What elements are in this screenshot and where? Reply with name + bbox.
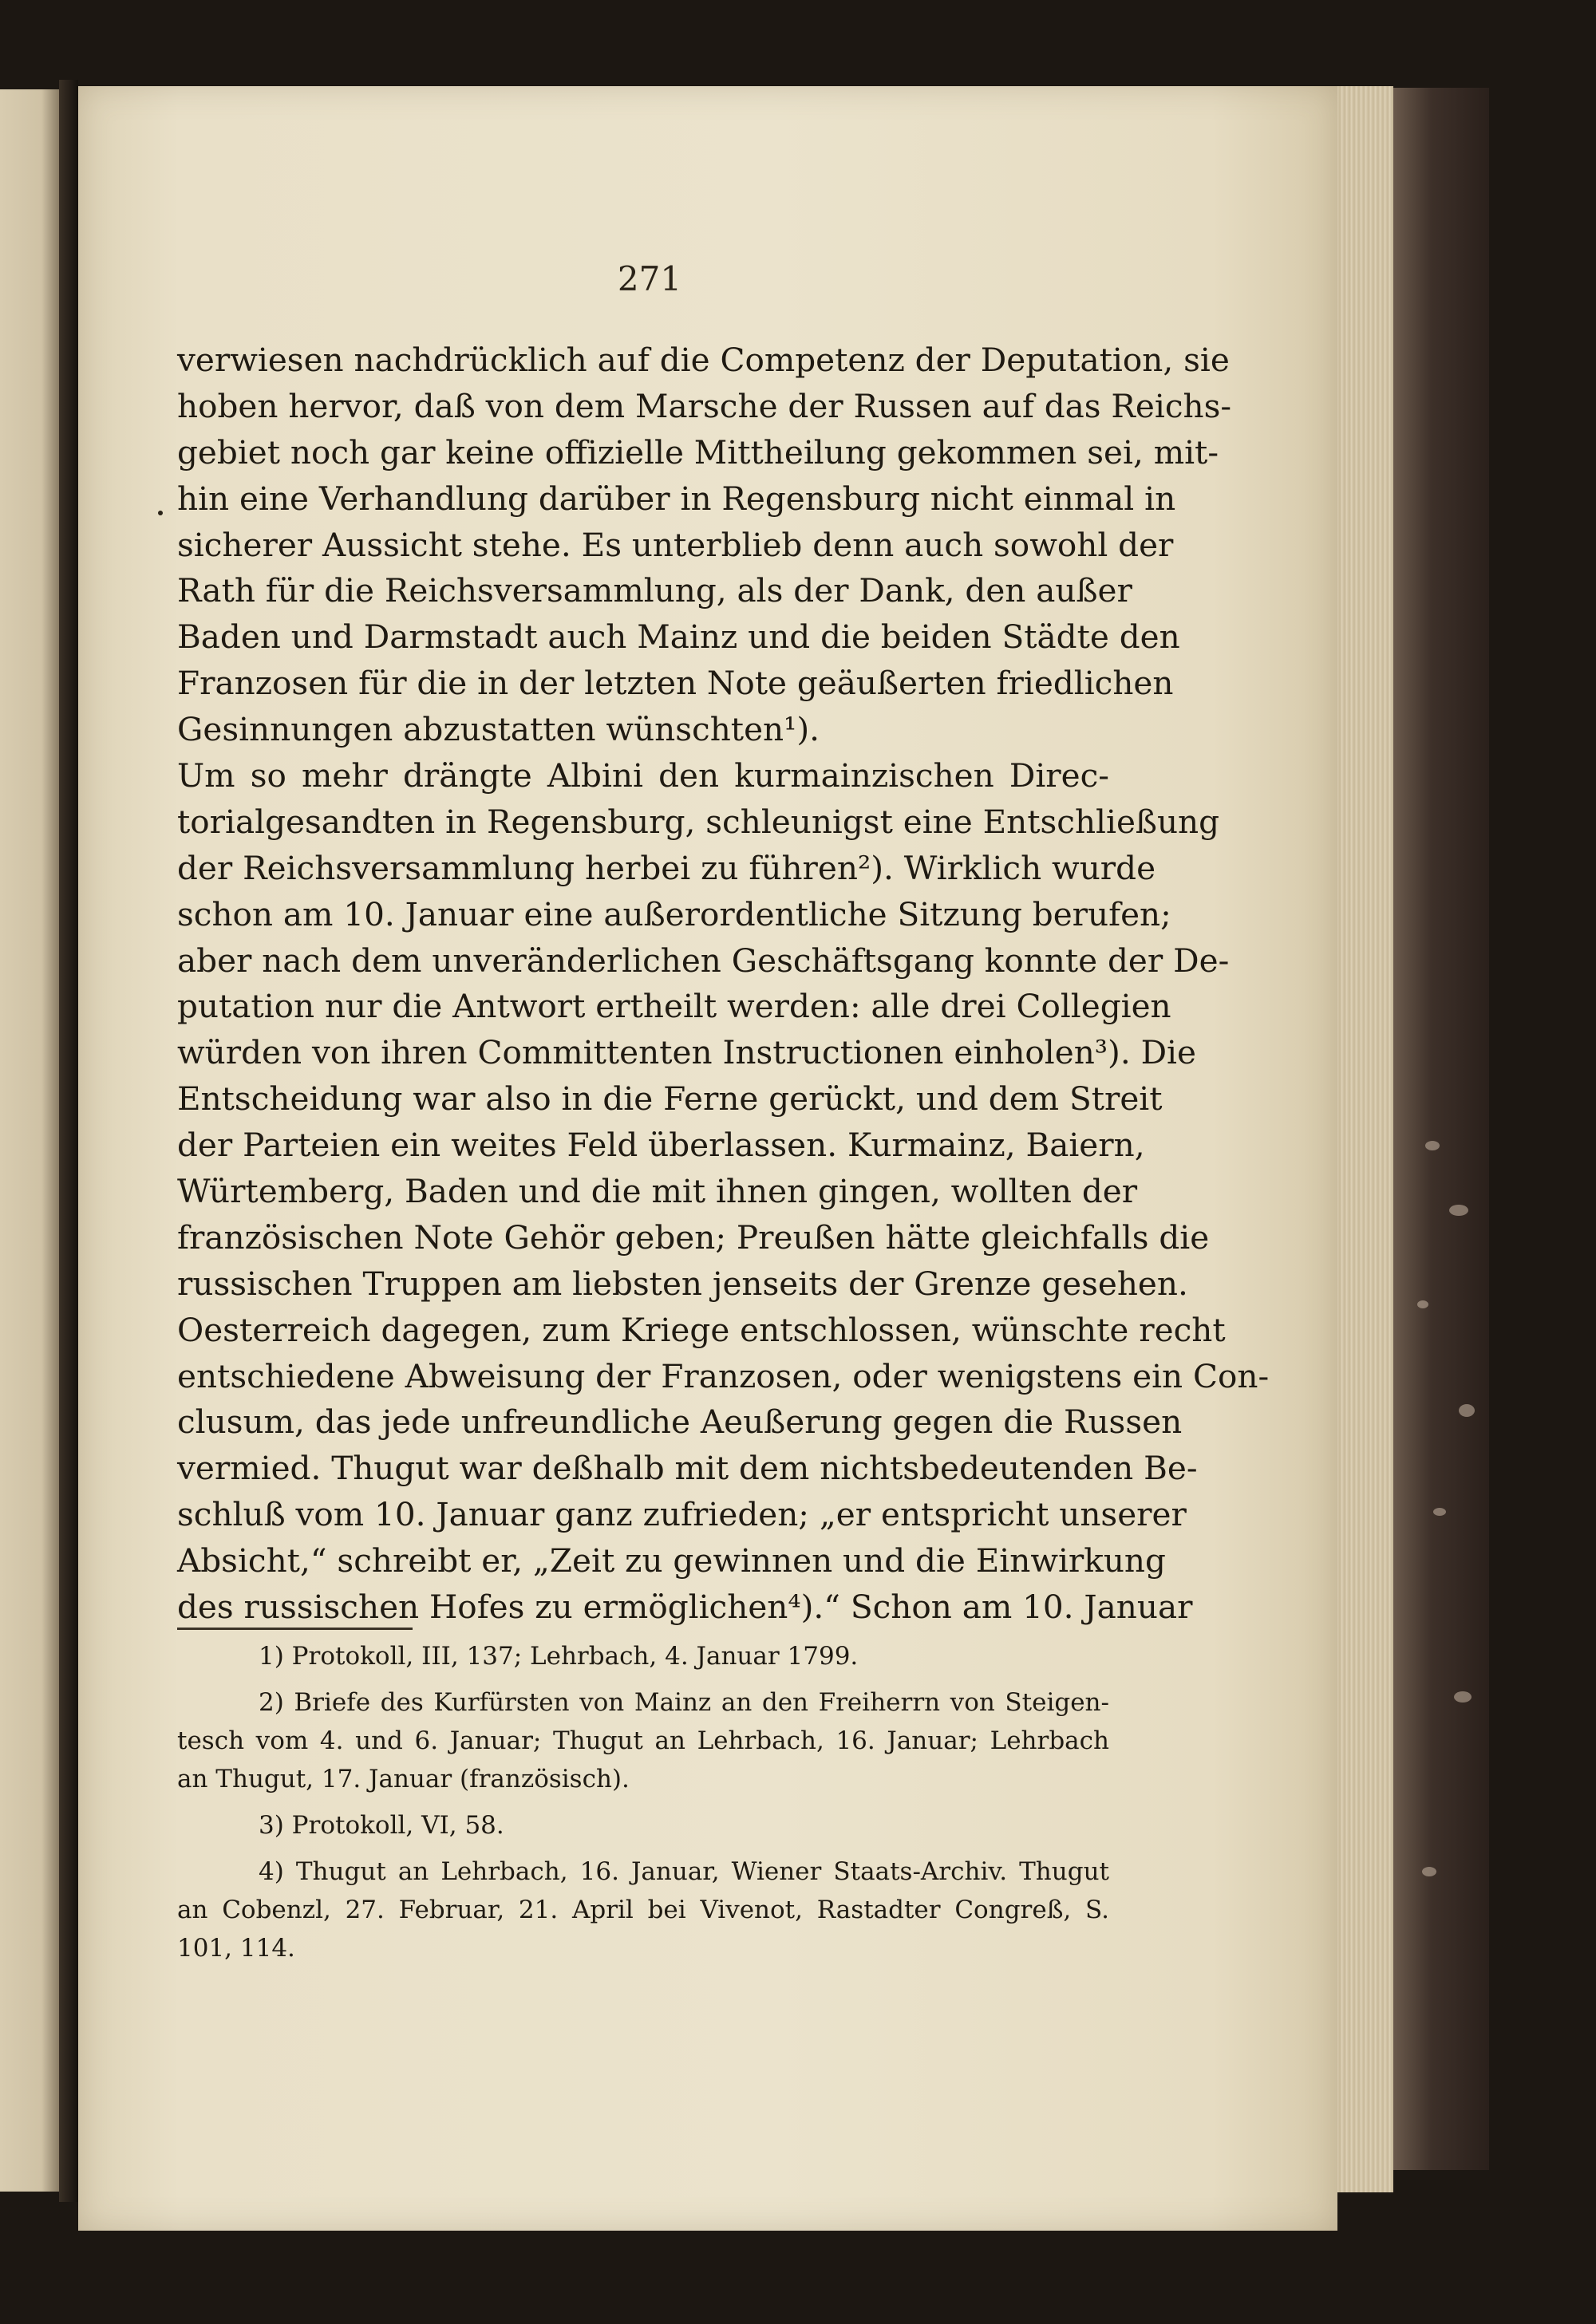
footnote-line: 2) Briefe des Kurfürsten von Mainz an den Freiherrn von Steigen- (259, 1688, 1109, 1717)
body-text (177, 337, 1270, 1631)
footnote-gap (177, 1798, 1109, 1806)
text-line: vermied. Thugut war deßhalb mit dem nichtsbedeutenden Be- (177, 1449, 1198, 1488)
facing-page-edge (0, 89, 59, 2192)
text-line: Absicht,“ schreibt er, „Zeit zu gewinnen und die Einwirkung (177, 1541, 1166, 1580)
cover-speck (1459, 1404, 1475, 1417)
book-cover-edge (1393, 88, 1489, 2170)
cover-speck (1417, 1300, 1428, 1308)
text-line: hin eine Verhandlung darüber in Regensburg nicht einmal in (177, 479, 1176, 518)
footnotes (177, 1637, 1109, 1967)
text-line: aber nach dem unveränderlichen Geschäftsgang konnte der De- (177, 941, 1230, 980)
footnote-line: an Cobenzl, 27. Februar, 21. April bei Vivenot, Rastadter Congreß, S. (177, 1896, 1109, 1924)
text-line: torialgesandten in Regensburg, schleunigst eine Entschließung (177, 802, 1220, 841)
cover-speck (1433, 1508, 1446, 1516)
text-line: Rath für die Reichsversammlung, als der Dank, den außer (177, 571, 1132, 610)
text-line: verwiesen nachdrücklich auf die Competenz der Deputation, sie (177, 341, 1230, 379)
cover-speck (1425, 1141, 1440, 1150)
text-line: hoben hervor, daß von dem Marsche der Russen auf das Reichs- (177, 386, 1232, 425)
text-line: clusum, das jede unfreundliche Aeußerung gegen die Russen (177, 1403, 1183, 1442)
footnote-rule (177, 1628, 413, 1630)
book-gutter (59, 80, 78, 2202)
text-line: des russischen Hofes zu ermöglichen⁴).“ Schon am 10. Januar (177, 1588, 1193, 1627)
text-line: entschiedene Abweisung der Franzosen, oder wenigstens ein Con- (177, 1356, 1270, 1395)
text-line: schluß vom 10. Januar ganz zufrieden; „er entspricht unserer (177, 1495, 1187, 1534)
text-line: russischen Truppen am liebsten jenseits der Grenze gesehen. (177, 1264, 1188, 1303)
footnote-line: 4) Thugut an Lehrbach, 16. Januar, Wiener Staats-Archiv. Thugut (259, 1857, 1109, 1886)
cover-speck (1449, 1205, 1468, 1216)
margin-mark (158, 511, 163, 515)
cover-speck (1422, 1867, 1436, 1876)
page-block-edges (1337, 86, 1393, 2192)
footnote-line: 101, 114. (177, 1934, 295, 1963)
text-line: putation nur die Antwort ertheilt werden: alle drei Collegien (177, 987, 1171, 1026)
text-line: Um so mehr drängte Albini den kurmainzischen Direc- (177, 756, 1109, 795)
text-line: Baden und Darmstadt auch Mainz und die beiden Städte den (177, 617, 1180, 657)
footnote-gap (177, 1845, 1109, 1852)
text-line: schon am 10. Januar eine außerordentliche Sitzung berufen; (177, 894, 1171, 933)
text-line: sicherer Aussicht stehe. Es unterblieb denn auch sowohl der (177, 525, 1174, 564)
text-line: würden von ihren Committenten Instructionen einholen³). Die (177, 1033, 1196, 1072)
text-line: Würtemberg, Baden und die mit ihnen gingen, wollten der (177, 1172, 1138, 1211)
text-line: Entscheidung war also in die Ferne gerückt, und dem Streit (177, 1079, 1163, 1119)
text-line: gebiet noch gar keine offizielle Mittheilung gekommen sei, mit- (177, 432, 1219, 472)
text-line: französischen Note Gehör geben; Preußen hätte gleichfalls die (177, 1217, 1210, 1257)
cover-speck (1454, 1691, 1472, 1703)
page-number: 271 (617, 259, 682, 298)
text-line: Oesterreich dagegen, zum Kriege entschlossen, wünschte recht (177, 1310, 1226, 1349)
footnote-line: tesch vom 4. und 6. Januar; Thugut an Lehrbach, 16. Januar; Lehrbach (177, 1726, 1109, 1755)
footnote-gap (177, 1675, 1109, 1683)
footnote-line: an Thugut, 17. Januar (französisch). (177, 1765, 630, 1793)
text-line: der Parteien ein weites Feld überlassen. Kurmainz, Baiern, (177, 1126, 1145, 1165)
text-line: der Reichsversammlung herbei zu führen²). Wirklich wurde (177, 848, 1156, 887)
text-line: Franzosen für die in der letzten Note geäußerten friedlichen (177, 664, 1174, 703)
footnote-line: 1) Protokoll, III, 137; Lehrbach, 4. Januar 1799. (259, 1642, 859, 1671)
footnote-line: 3) Protokoll, VI, 58. (259, 1811, 504, 1840)
text-line: Gesinnungen abzustatten wünschten¹). (177, 710, 820, 749)
